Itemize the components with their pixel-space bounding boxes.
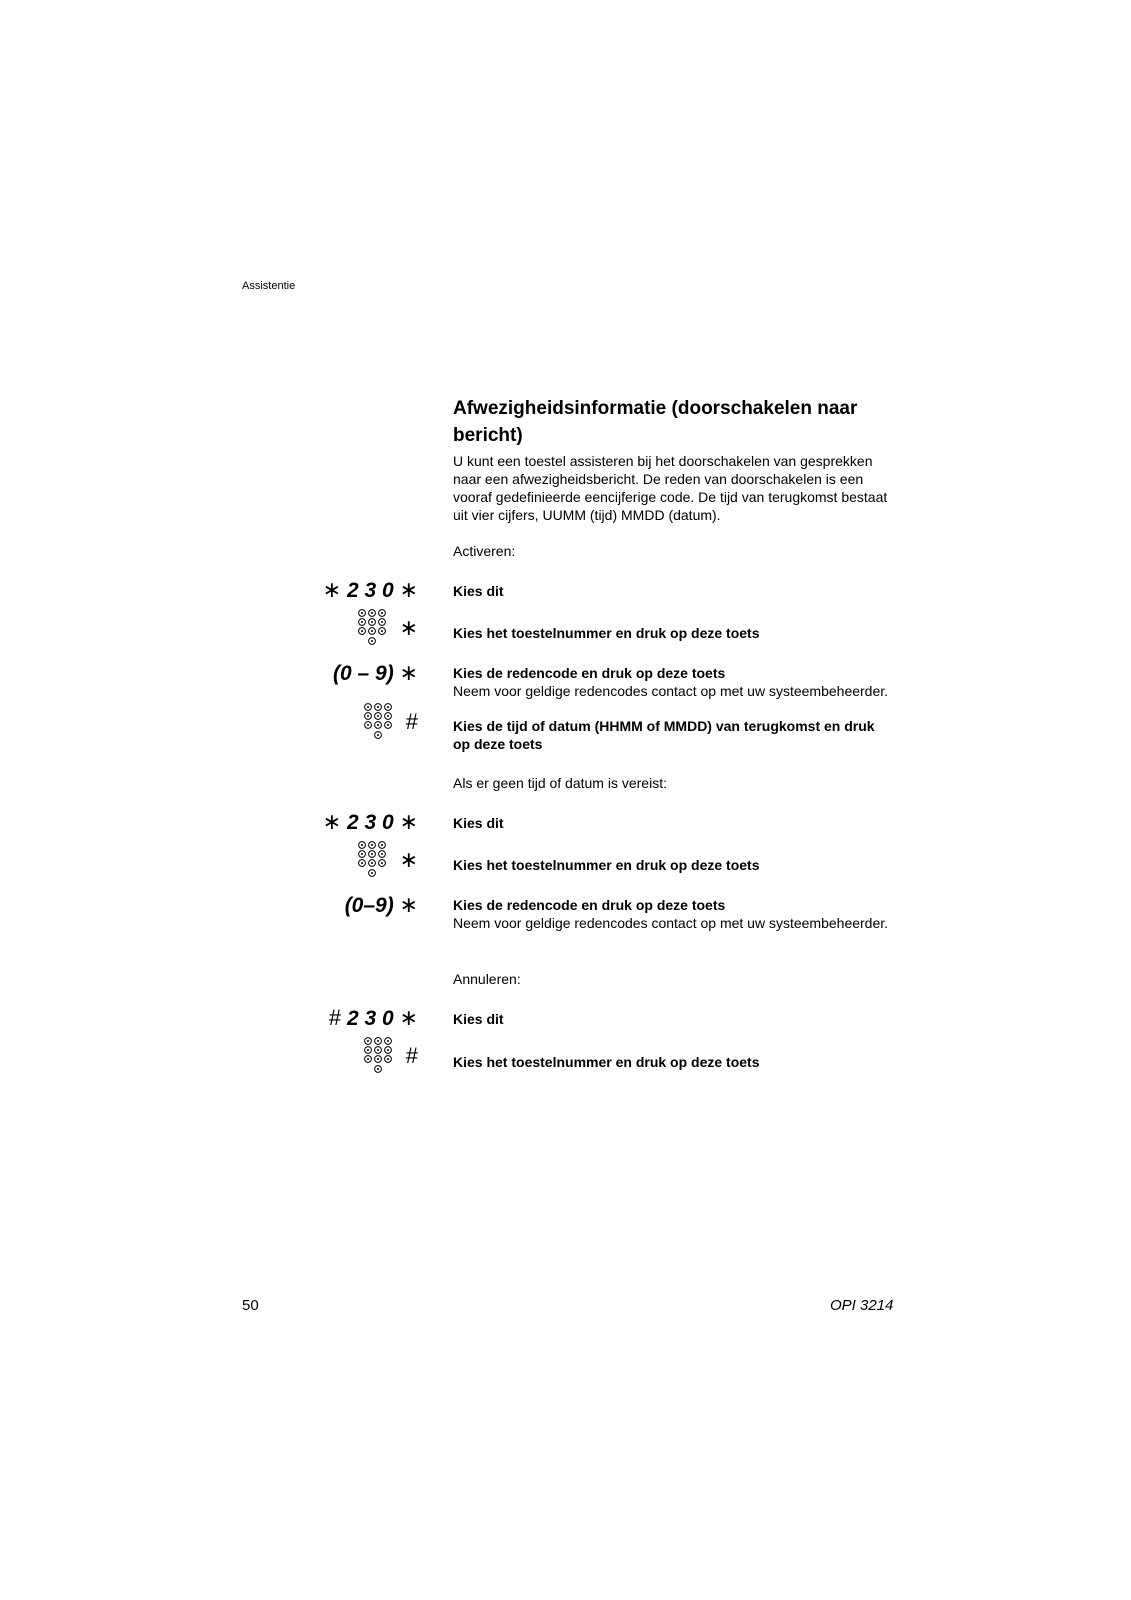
cancel-step-2: [453, 1053, 893, 1071]
no-time-step-1: [453, 814, 893, 832]
activate-step-1: [453, 582, 893, 600]
step-text: Kies het toestelnummer en druk op deze toets: [453, 1054, 760, 1070]
no-time-label: Als er geen tijd of datum is vereist:: [453, 775, 667, 791]
no-time-code-reason: [345, 892, 418, 919]
step-text: Kies de redencode en druk op deze toets: [453, 897, 726, 913]
cancel-label: Annuleren:: [453, 971, 521, 987]
no-time-keypad-row: [356, 840, 418, 880]
code-digits: (0 – 9): [333, 662, 394, 685]
keypad-icon: [356, 840, 388, 880]
keypad-icon: [362, 702, 394, 742]
star-icon: ∗: [399, 809, 418, 834]
cancel-keypad-row: [362, 1036, 418, 1076]
hash-icon: #: [328, 1005, 342, 1030]
no-time-step-3: [453, 896, 893, 932]
intro-paragraph: U kunt een toestel assisteren bij het doorschakelen van gesprekken naar een afwezigheidsbericht. De reden van doorschakelen is een vooraf gedefinieerde eencijferige code. De tijd van terugkomst bestaat uit vier cijfers, UUMM (tijd) MMDD (datum).: [453, 453, 888, 523]
star-icon: ∗: [322, 809, 342, 834]
keypad-icon: [356, 608, 388, 648]
star-icon: ∗: [399, 615, 418, 640]
step-note: Neem voor geldige redencodes contact op met uw systeembeheerder.: [453, 683, 889, 699]
activate-step-2: [453, 624, 893, 642]
running-header: Assistentie: [242, 280, 296, 292]
step-text: Kies de redencode en druk op deze toets: [453, 665, 726, 681]
activate-code-reason: [333, 660, 418, 687]
hash-icon: #: [405, 709, 418, 734]
page-title: Afwezigheidsinformatie (doorschakelen naar bericht): [453, 398, 858, 446]
step-note: Neem voor geldige redencodes contact op met uw systeembeheerder.: [453, 915, 889, 931]
step-text: Kies dit: [453, 583, 504, 599]
activate-keypad-row-2: [362, 702, 418, 742]
no-time-code-230: [323, 809, 418, 836]
star-icon: ∗: [399, 847, 418, 872]
activate-step-4: [453, 717, 893, 753]
star-icon: ∗: [399, 892, 418, 917]
star-icon: ∗: [399, 1005, 418, 1030]
activate-step-3: [453, 664, 893, 700]
step-text: Kies dit: [453, 815, 504, 831]
code-digits: (0–9): [344, 894, 394, 917]
activate-label: Activeren:: [453, 543, 516, 559]
step-text: Kies het toestelnummer en druk op deze toets: [453, 857, 760, 873]
page-number: 50: [242, 1297, 259, 1314]
keypad-icon: [362, 1036, 394, 1076]
activate-keypad-row: [356, 608, 418, 648]
no-time-step-2: [453, 856, 893, 874]
activate-code-230: [323, 577, 418, 604]
step-text: Kies de tijd of datum (HHMM of MMDD) van terugkomst en druk op deze toets: [453, 718, 875, 752]
code-digits: 2 3 0: [347, 1007, 394, 1030]
code-digits: 2 3 0: [347, 811, 394, 834]
hash-icon: #: [405, 1043, 418, 1068]
cancel-code-230: [329, 1005, 418, 1032]
step-text: Kies het toestelnummer en druk op deze toets: [453, 625, 760, 641]
star-icon: ∗: [399, 660, 418, 685]
star-icon: ∗: [322, 577, 342, 602]
step-text: Kies dit: [453, 1011, 504, 1027]
cancel-step-1: [453, 1010, 893, 1028]
code-digits: 2 3 0: [347, 579, 394, 602]
star-icon: ∗: [399, 577, 418, 602]
product-name: OPI 3214: [830, 1297, 894, 1314]
